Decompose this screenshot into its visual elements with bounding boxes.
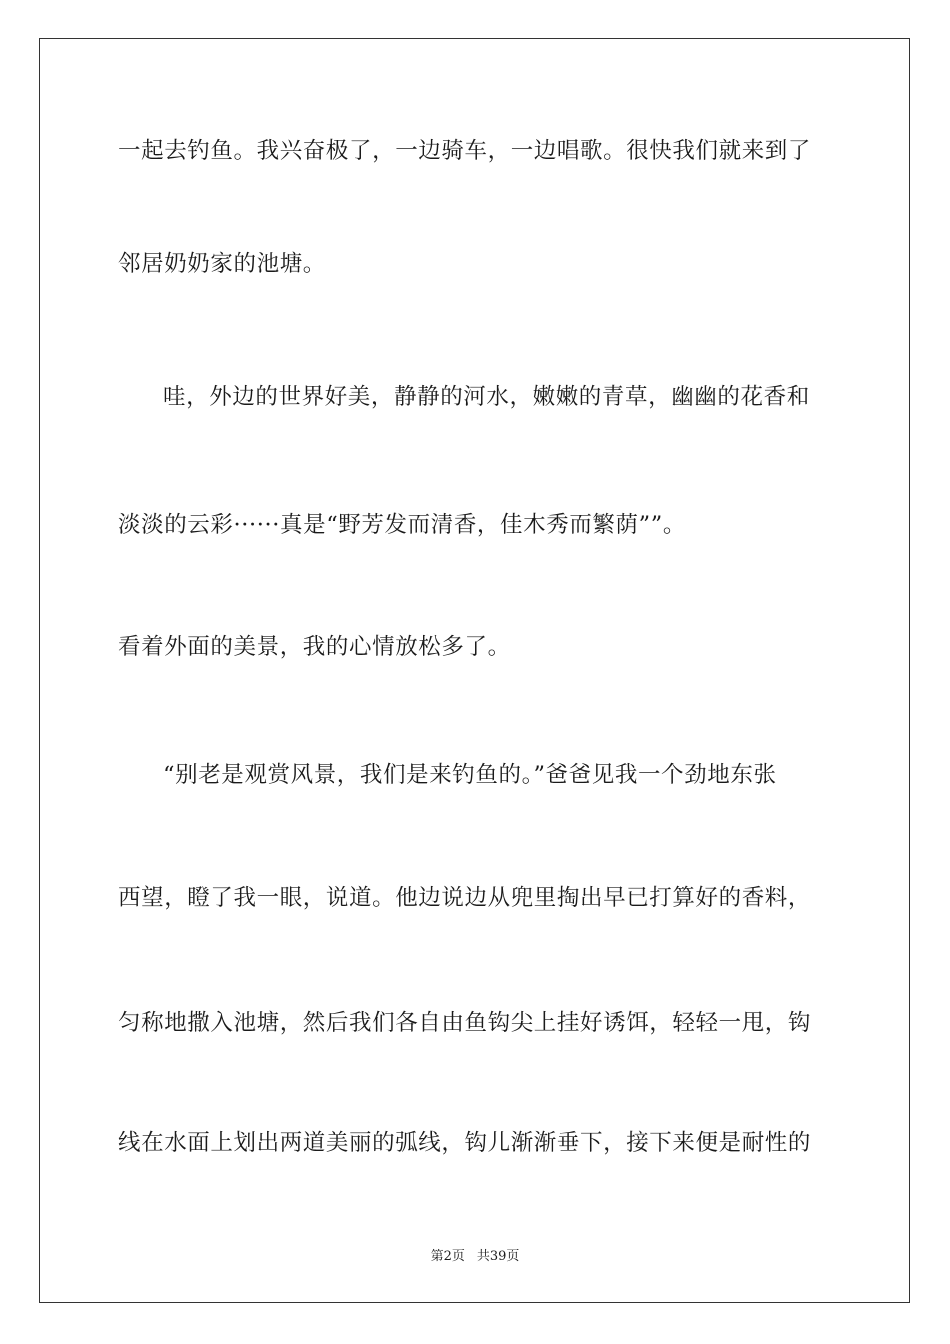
page-footer [0,1248,950,1266]
text-line: 一起去钓鱼。我兴奋极了，一边骑车，一边唱歌。很快我们就来到了 [118,138,812,164]
text-line: 淡淡的云彩······真是“野芳发而清香，佳木秀而繁荫””。 [118,512,686,538]
page-number: 第2页 [430,1249,465,1264]
paragraph-start-line: 哇，外边的世界好美，静静的河水，嫩嫩的青草，幽幽的花香和 [163,384,810,410]
text-line: 看着外面的美景，我的心情放松多了。 [118,634,511,660]
paragraph-start-line: “别老是观赏风景，我们是来钓鱼的。”爸爸见我一个劲地东张 [163,762,777,788]
text-line: 邻居奶奶家的池塘。 [118,251,326,277]
page-border [39,38,910,1303]
text-line: 西望，瞪了我一眼，说道。他边说边从兜里掏出早已打算好的香料， [118,885,812,911]
total-pages: 共39页 [476,1249,520,1264]
text-line: 线在水面上划出两道美丽的弧线，钩儿渐渐垂下，接下来便是耐性的 [118,1130,812,1156]
text-line: 匀称地撒入池塘，然后我们各自由鱼钩尖上挂好诱饵，轻轻一甩，钩 [118,1010,812,1036]
